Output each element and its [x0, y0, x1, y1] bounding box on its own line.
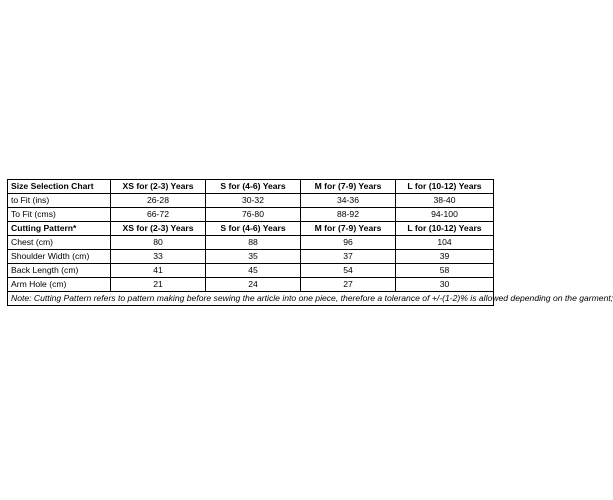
table-row-fit-ins — [8, 194, 494, 208]
cell-l: 39 — [396, 250, 494, 264]
cell-xs: 80 — [111, 236, 206, 250]
cell-xs: 21 — [111, 278, 206, 292]
cell-xs: 66-72 — [111, 208, 206, 222]
row-label: to Fit (ins) — [8, 194, 111, 208]
cell-l: 38-40 — [396, 194, 494, 208]
row-label: Arm Hole (cm) — [8, 278, 111, 292]
cell-m: 27 — [301, 278, 396, 292]
row-label: Shoulder Width (cm) — [8, 250, 111, 264]
cutting-pattern-header-row — [8, 222, 494, 236]
cell-xs: 33 — [111, 250, 206, 264]
cell-s: 45 — [206, 264, 301, 278]
cell-m: 88-92 — [301, 208, 396, 222]
size-selection-table — [7, 179, 613, 306]
cell-m: 96 — [301, 236, 396, 250]
cell-m: 37 — [301, 250, 396, 264]
cell-s: 88 — [206, 236, 301, 250]
size-m-header: M for (7-9) Years — [301, 180, 396, 194]
size-xs-header: XS for (2-3) Years — [111, 222, 206, 236]
size-s-header: S for (4-6) Years — [206, 180, 301, 194]
table-row-chest — [8, 236, 494, 250]
cell-xs: 26-28 — [111, 194, 206, 208]
cell-l: 58 — [396, 264, 494, 278]
cell-l: 30 — [396, 278, 494, 292]
size-chart-document — [7, 179, 613, 306]
table-row-back-length — [8, 264, 494, 278]
cutting-pattern-note: Note: Cutting Pattern refers to pattern making before sewing the article into one piece, therefore a tolerance of +/-(1-2)% is allowed depending on the garment; — [8, 292, 494, 306]
size-l-header: L for (10-12) Years — [396, 180, 494, 194]
cell-m: 54 — [301, 264, 396, 278]
size-l-header: L for (10-12) Years — [396, 222, 494, 236]
table-row-arm-hole — [8, 278, 494, 292]
size-selection-chart-heading: Size Selection Chart — [8, 180, 111, 194]
cell-s: 24 — [206, 278, 301, 292]
row-label: Back Length (cm) — [8, 264, 111, 278]
cell-m: 34-36 — [301, 194, 396, 208]
cell-l: 94-100 — [396, 208, 494, 222]
table-row-shoulder-width — [8, 250, 494, 264]
cell-s: 35 — [206, 250, 301, 264]
cell-l: 104 — [396, 236, 494, 250]
size-s-header: S for (4-6) Years — [206, 222, 301, 236]
table-row-fit-cms — [8, 208, 494, 222]
cutting-pattern-heading: Cutting Pattern* — [8, 222, 111, 236]
size-xs-header: XS for (2-3) Years — [111, 180, 206, 194]
row-label: To Fit (cms) — [8, 208, 111, 222]
size-header-row — [8, 180, 494, 194]
row-label: Chest (cm) — [8, 236, 111, 250]
cell-xs: 41 — [111, 264, 206, 278]
cell-s: 30-32 — [206, 194, 301, 208]
table-row-note — [8, 292, 494, 306]
cell-s: 76-80 — [206, 208, 301, 222]
size-m-header: M for (7-9) Years — [301, 222, 396, 236]
